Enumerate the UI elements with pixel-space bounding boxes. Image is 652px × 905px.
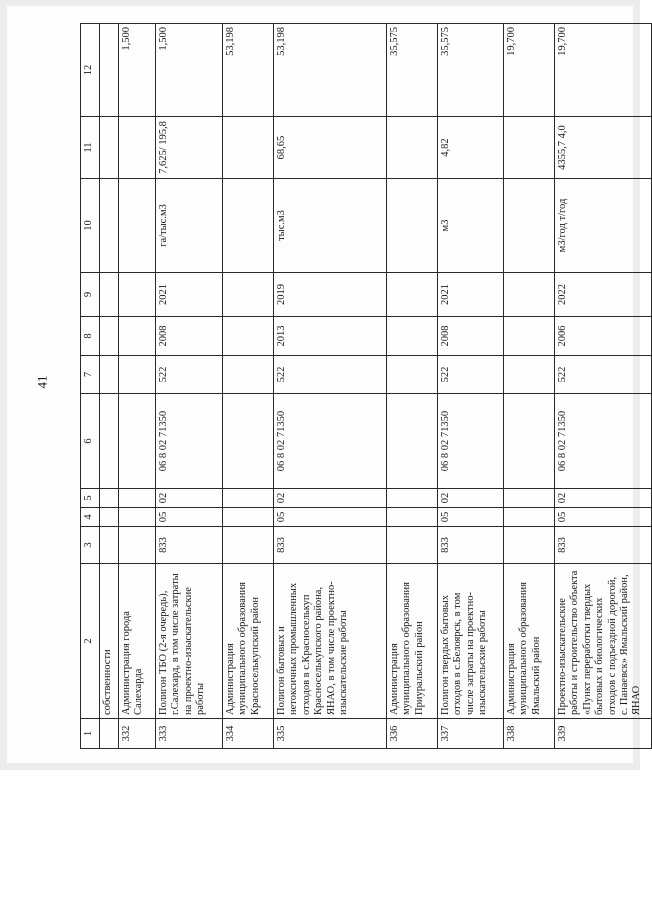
header-cell: 7	[81, 356, 100, 394]
row-number-cell: 339	[555, 719, 652, 749]
header-cell: 1	[81, 719, 100, 749]
code-cell	[504, 508, 555, 527]
code-cell	[100, 489, 119, 508]
amount-cell: 19,700	[555, 24, 652, 117]
year-cell: 2008	[156, 317, 223, 356]
code-cell: 02	[156, 489, 223, 508]
code-cell	[223, 508, 274, 527]
capacity-cell: 68,65	[274, 117, 387, 179]
unit-cell	[100, 179, 119, 273]
table-row	[438, 24, 504, 749]
code-cell: 06 8 02 71350	[274, 394, 387, 489]
year-cell	[119, 273, 156, 317]
row-number-cell	[100, 719, 119, 749]
code-cell	[387, 489, 438, 508]
code-cell	[100, 527, 119, 564]
year-cell	[504, 317, 555, 356]
code-cell	[119, 508, 156, 527]
year-cell	[387, 273, 438, 317]
row-number-cell: 334	[223, 719, 274, 749]
year-cell: 2013	[274, 317, 387, 356]
row-name-cell: Полигон ТБО (2-я очередь), г.Салехард, в том числе затраты на проектно-изыскательские работы	[156, 564, 223, 719]
row-number-cell: 338	[504, 719, 555, 749]
header-cell: 2	[81, 564, 100, 719]
code-cell	[504, 489, 555, 508]
unit-cell: м3/год т/год	[555, 179, 652, 273]
amount-cell: 1,500	[156, 24, 223, 117]
row-number-cell: 332	[119, 719, 156, 749]
year-cell: 2021	[438, 273, 504, 317]
code-cell	[100, 508, 119, 527]
row-name-cell: Полигон бытовых и нетоксичных промышленных отходов в с.Красноселькуп Красноселькупского района, ЯНАО, в том числе проектно-изыскательские работы	[274, 564, 387, 719]
amount-cell	[100, 24, 119, 117]
capacity-cell	[119, 117, 156, 179]
budget-table	[80, 23, 652, 749]
code-cell	[504, 394, 555, 489]
code-cell	[387, 527, 438, 564]
code-cell	[504, 527, 555, 564]
code-cell: 522	[438, 356, 504, 394]
code-cell: 02	[555, 489, 652, 508]
code-cell	[223, 394, 274, 489]
header-cell: 5	[81, 489, 100, 508]
capacity-cell	[223, 117, 274, 179]
table-row	[223, 24, 274, 749]
rotated-table-wrapper	[80, 24, 643, 749]
code-cell: 06 8 02 71350	[438, 394, 504, 489]
header-cell: 4	[81, 508, 100, 527]
year-cell	[504, 273, 555, 317]
header-cell: 10	[81, 179, 100, 273]
unit-cell: м3	[438, 179, 504, 273]
code-cell: 522	[156, 356, 223, 394]
header-cell: 8	[81, 317, 100, 356]
year-cell: 2008	[438, 317, 504, 356]
code-cell: 522	[555, 356, 652, 394]
code-cell: 05	[438, 508, 504, 527]
table-row	[119, 24, 156, 749]
header-row	[81, 24, 100, 749]
code-cell: 06 8 02 71350	[156, 394, 223, 489]
table-row	[555, 24, 652, 749]
header-cell: 9	[81, 273, 100, 317]
code-cell	[387, 394, 438, 489]
unit-cell	[387, 179, 438, 273]
row-number-cell: 335	[274, 719, 387, 749]
year-cell: 2022	[555, 273, 652, 317]
table-row	[387, 24, 438, 749]
code-cell: 05	[274, 508, 387, 527]
table-row	[504, 24, 555, 749]
row-name-cell: Администрация муниципального образования Ямальский район	[504, 564, 555, 719]
table-row	[100, 24, 119, 749]
amount-cell: 53,198	[274, 24, 387, 117]
header-cell: 11	[81, 117, 100, 179]
amount-cell: 35,575	[438, 24, 504, 117]
code-cell	[119, 527, 156, 564]
code-cell	[100, 394, 119, 489]
amount-cell: 19,700	[504, 24, 555, 117]
year-cell	[100, 273, 119, 317]
capacity-cell: 7,625/ 195,8	[156, 117, 223, 179]
unit-cell	[223, 179, 274, 273]
year-cell	[223, 273, 274, 317]
row-name-cell: Полигон твердых бытовых отходов в с.Белоярск, в том числе затраты на проектно-изыскательские работы	[438, 564, 504, 719]
code-cell: 833	[156, 527, 223, 564]
table-row	[274, 24, 387, 749]
code-cell	[119, 489, 156, 508]
code-cell: 522	[274, 356, 387, 394]
row-name-cell: собственности	[100, 564, 119, 719]
year-cell	[387, 317, 438, 356]
year-cell	[223, 317, 274, 356]
page-number: 41	[34, 375, 50, 389]
code-cell	[223, 527, 274, 564]
unit-cell: тыс.м3	[274, 179, 387, 273]
code-cell: 833	[555, 527, 652, 564]
code-cell: 833	[274, 527, 387, 564]
capacity-cell: 4,82	[438, 117, 504, 179]
header-cell: 6	[81, 394, 100, 489]
unit-cell	[119, 179, 156, 273]
year-cell: 2021	[156, 273, 223, 317]
row-number-cell: 333	[156, 719, 223, 749]
code-cell: 02	[438, 489, 504, 508]
code-cell	[387, 356, 438, 394]
capacity-cell	[504, 117, 555, 179]
header-cell: 3	[81, 527, 100, 564]
row-number-cell: 336	[387, 719, 438, 749]
code-cell: 05	[555, 508, 652, 527]
year-cell: 2019	[274, 273, 387, 317]
year-cell: 2006	[555, 317, 652, 356]
amount-cell: 53,198	[223, 24, 274, 117]
row-name-cell: Администрация муниципального образования Приуральский район	[387, 564, 438, 719]
row-name-cell: Администрация города Салехарда	[119, 564, 156, 719]
code-cell	[223, 356, 274, 394]
code-cell	[119, 356, 156, 394]
row-name-cell: Администрация муниципального образования Красноселькупский район	[223, 564, 274, 719]
amount-cell: 35,575	[387, 24, 438, 117]
table-row	[156, 24, 223, 749]
code-cell	[387, 508, 438, 527]
header-cell: 12	[81, 24, 100, 117]
amount-cell: 1,500	[119, 24, 156, 117]
year-cell	[119, 317, 156, 356]
code-cell: 05	[156, 508, 223, 527]
capacity-cell: 4355,7 4,0	[555, 117, 652, 179]
row-name-cell: Проектно-изыскательские работы и строительство объекта «Пункт переработки твердых бытовых и биологических отходов с подъездной дорогой, с. Панаевск» Ямальский район, ЯНАО	[555, 564, 652, 719]
code-cell	[504, 356, 555, 394]
capacity-cell	[387, 117, 438, 179]
code-cell: 833	[438, 527, 504, 564]
code-cell	[100, 356, 119, 394]
code-cell	[119, 394, 156, 489]
unit-cell	[504, 179, 555, 273]
code-cell: 02	[274, 489, 387, 508]
code-cell	[223, 489, 274, 508]
code-cell: 06 8 02 71350	[555, 394, 652, 489]
capacity-cell	[100, 117, 119, 179]
year-cell	[100, 317, 119, 356]
unit-cell: га/тыс.м3	[156, 179, 223, 273]
row-number-cell: 337	[438, 719, 504, 749]
